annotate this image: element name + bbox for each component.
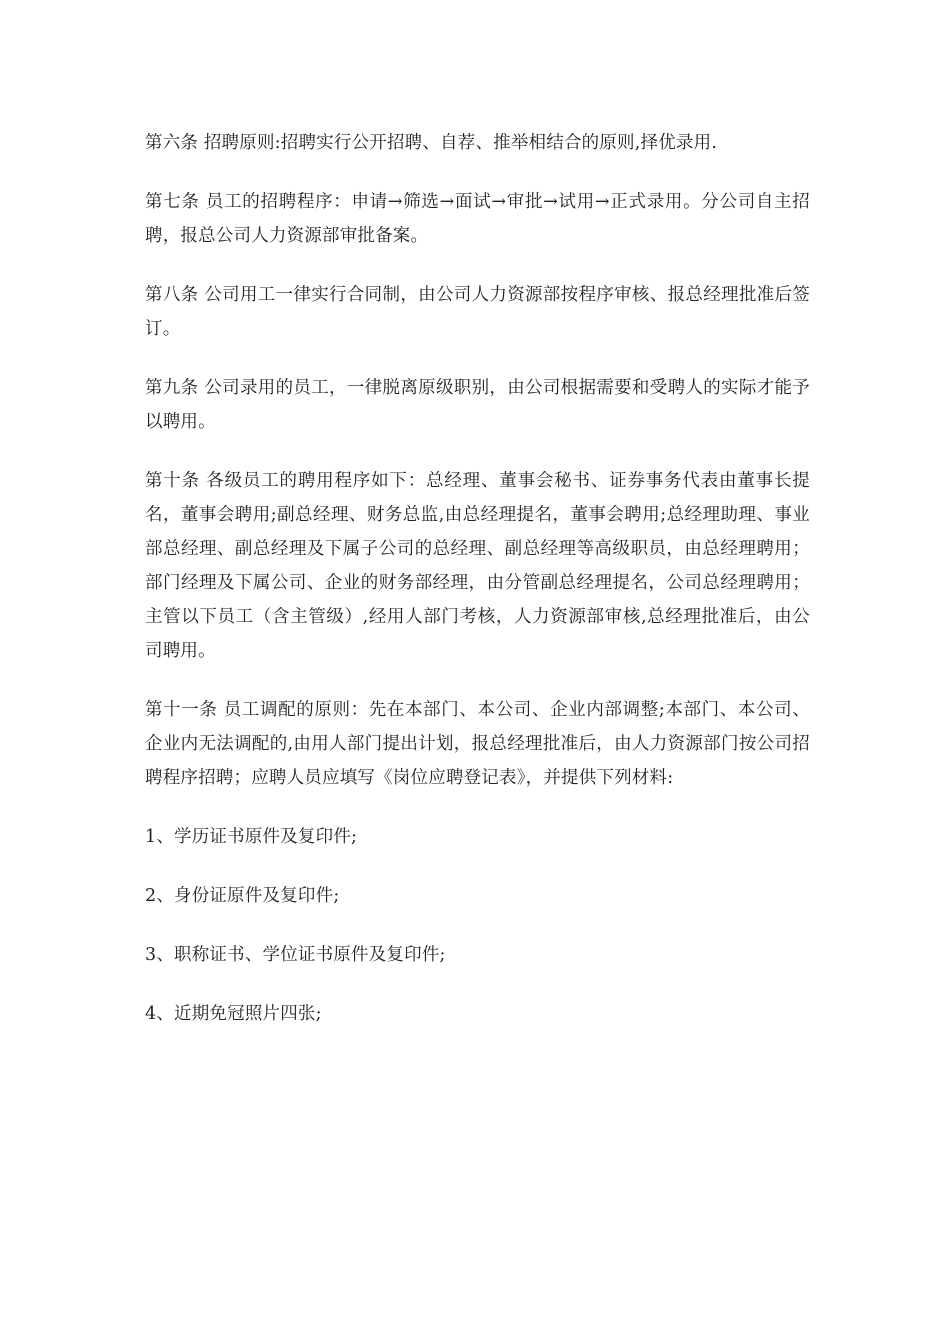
list-item: 1、学历证书原件及复印件; <box>145 827 358 847</box>
article-11-paragraph: 第十一条 员工调配的原则：先在本部门、本公司、企业内部调整;本部门、本公司、企业内无法调配的,由用人部门提出计划，报总经理批准后，由人力资源部门按公司招聘程序招聘；应聘人员应填写《岗位应聘登记表》，并提供下列材料: <box>145 700 810 788</box>
article-10-paragraph: 第十条 各级员工的聘用程序如下：总经理、董事会秘书、证券事务代表由董事长提名，董事会聘用;副总经理、财务总监,由总经理提名，董事会聘用;总经理助理、事业部总经理、副总经理及下属子公司的总经理、副总经理等高级职员，由总经理聘用；部门经理及下属公司、企业的财务部经理，由分管副总经理提名，公司总经理聘用；主管以下员工（含主管级）,经用人部门考核，人力资源部审核,总经理批准后，由公司聘用。 <box>145 471 810 661</box>
document-body <box>145 126 810 1056</box>
article-6-paragraph: 第六条 招聘原则:招聘实行公开招聘、自荐、推举相结合的原则,择优录用. <box>145 133 718 153</box>
list-item: 2、身份证原件及复印件; <box>145 886 340 906</box>
list-item: 3、职称证书、学位证书原件及复印件; <box>145 945 446 965</box>
article-7-paragraph: 第七条 员工的招聘程序：申请→筛选→面试→审批→试用→正式录用。分公司自主招聘，报总公司人力资源部审批备案。 <box>145 192 810 246</box>
list-item: 4、近期免冠照片四张; <box>145 1004 322 1024</box>
article-8-paragraph: 第八条 公司用工一律实行合同制，由公司人力资源部按程序审核、报总经理批准后签订。 <box>145 285 810 339</box>
article-9-paragraph: 第九条 公司录用的员工，一律脱离原级职别，由公司根据需要和受聘人的实际才能予以聘用。 <box>145 378 810 432</box>
